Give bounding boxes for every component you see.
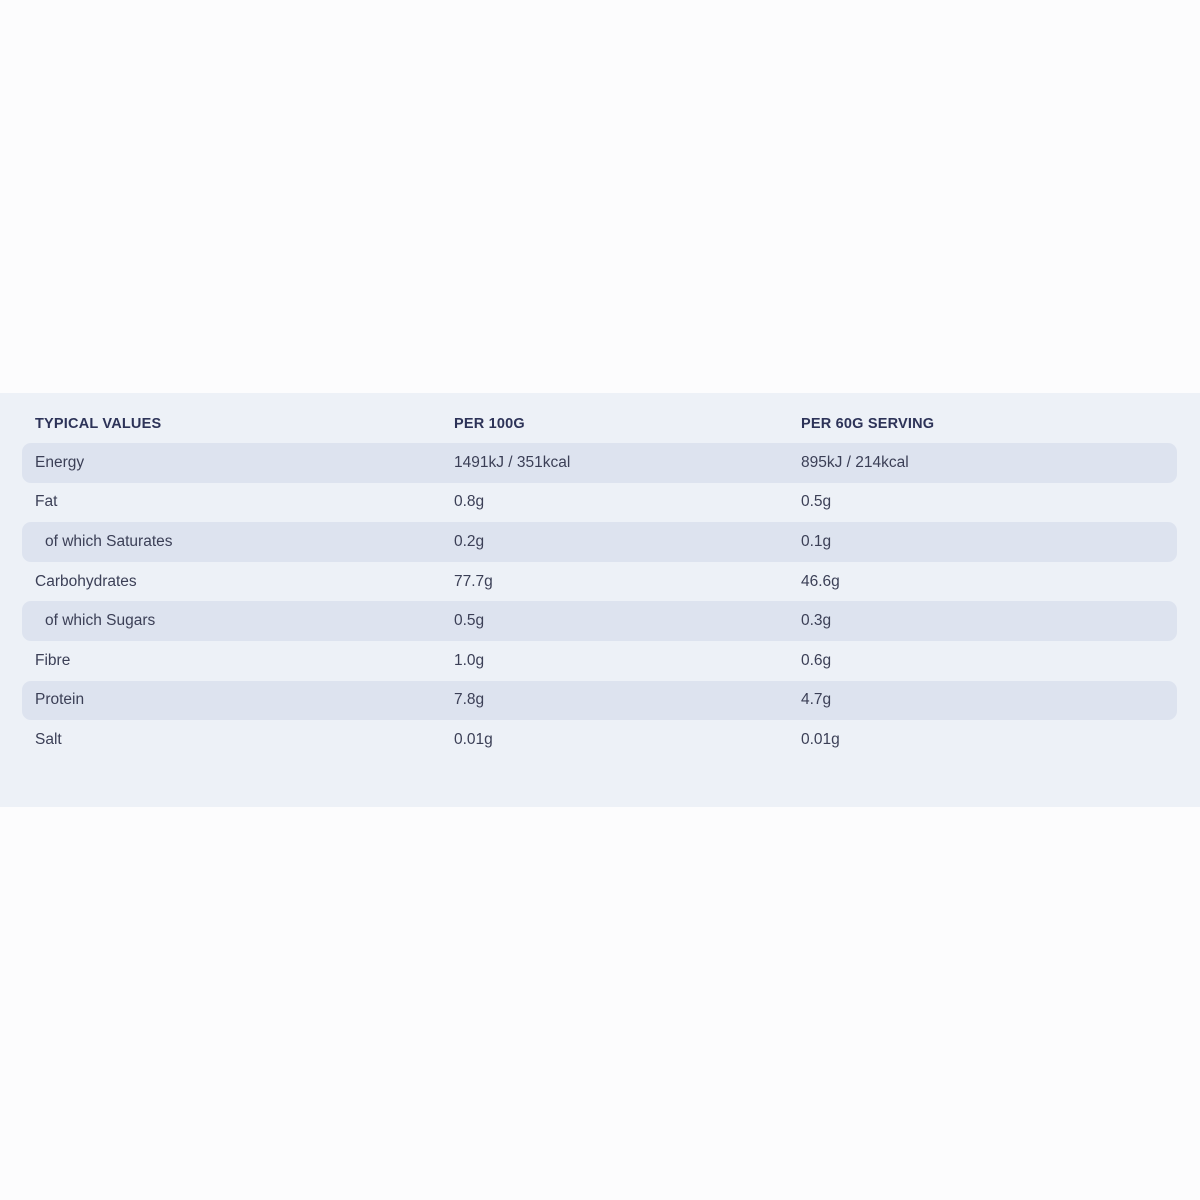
header-typical-values: TYPICAL VALUES	[35, 416, 162, 432]
row-per-serving: 0.6g	[801, 651, 832, 669]
table-row-fat	[22, 483, 1177, 523]
row-label: Fat	[35, 493, 58, 511]
table-row-fibre	[22, 641, 1177, 681]
row-per-serving: 46.6g	[801, 572, 840, 590]
table-row-sugars	[22, 601, 1177, 641]
row-per-serving: 0.1g	[801, 532, 832, 550]
row-label: Carbohydrates	[35, 572, 137, 590]
row-label: Energy	[35, 453, 85, 471]
row-label: Fibre	[35, 651, 71, 669]
header-per-serving: PER 60G SERVING	[801, 416, 935, 432]
row-per-100g: 1.0g	[454, 651, 485, 669]
table-row-protein	[22, 681, 1177, 721]
row-per-serving: 895kJ / 214kcal	[801, 453, 909, 471]
nutrition-table	[22, 405, 1177, 760]
row-label: Protein	[35, 691, 85, 709]
row-per-100g: 0.5g	[454, 612, 485, 630]
table-header-row	[22, 405, 1177, 443]
row-per-100g: 0.01g	[454, 730, 493, 748]
row-per-serving: 0.5g	[801, 493, 832, 511]
row-per-100g: 7.8g	[454, 691, 485, 709]
row-label: Salt	[35, 730, 62, 748]
table-row-carbohydrates	[22, 562, 1177, 602]
row-per-100g: 1491kJ / 351kcal	[454, 453, 571, 471]
row-per-100g: 77.7g	[454, 572, 493, 590]
row-label: of which Saturates	[45, 532, 173, 550]
row-per-100g: 0.2g	[454, 532, 485, 550]
row-per-serving: 0.01g	[801, 730, 840, 748]
row-per-serving: 4.7g	[801, 691, 832, 709]
table-row-saturates	[22, 522, 1177, 562]
table-row-salt	[22, 720, 1177, 760]
header-per-100g: PER 100G	[454, 416, 525, 432]
row-per-100g: 0.8g	[454, 493, 485, 511]
row-per-serving: 0.3g	[801, 612, 832, 630]
table-row-energy	[22, 443, 1177, 483]
row-label: of which Sugars	[45, 612, 156, 630]
